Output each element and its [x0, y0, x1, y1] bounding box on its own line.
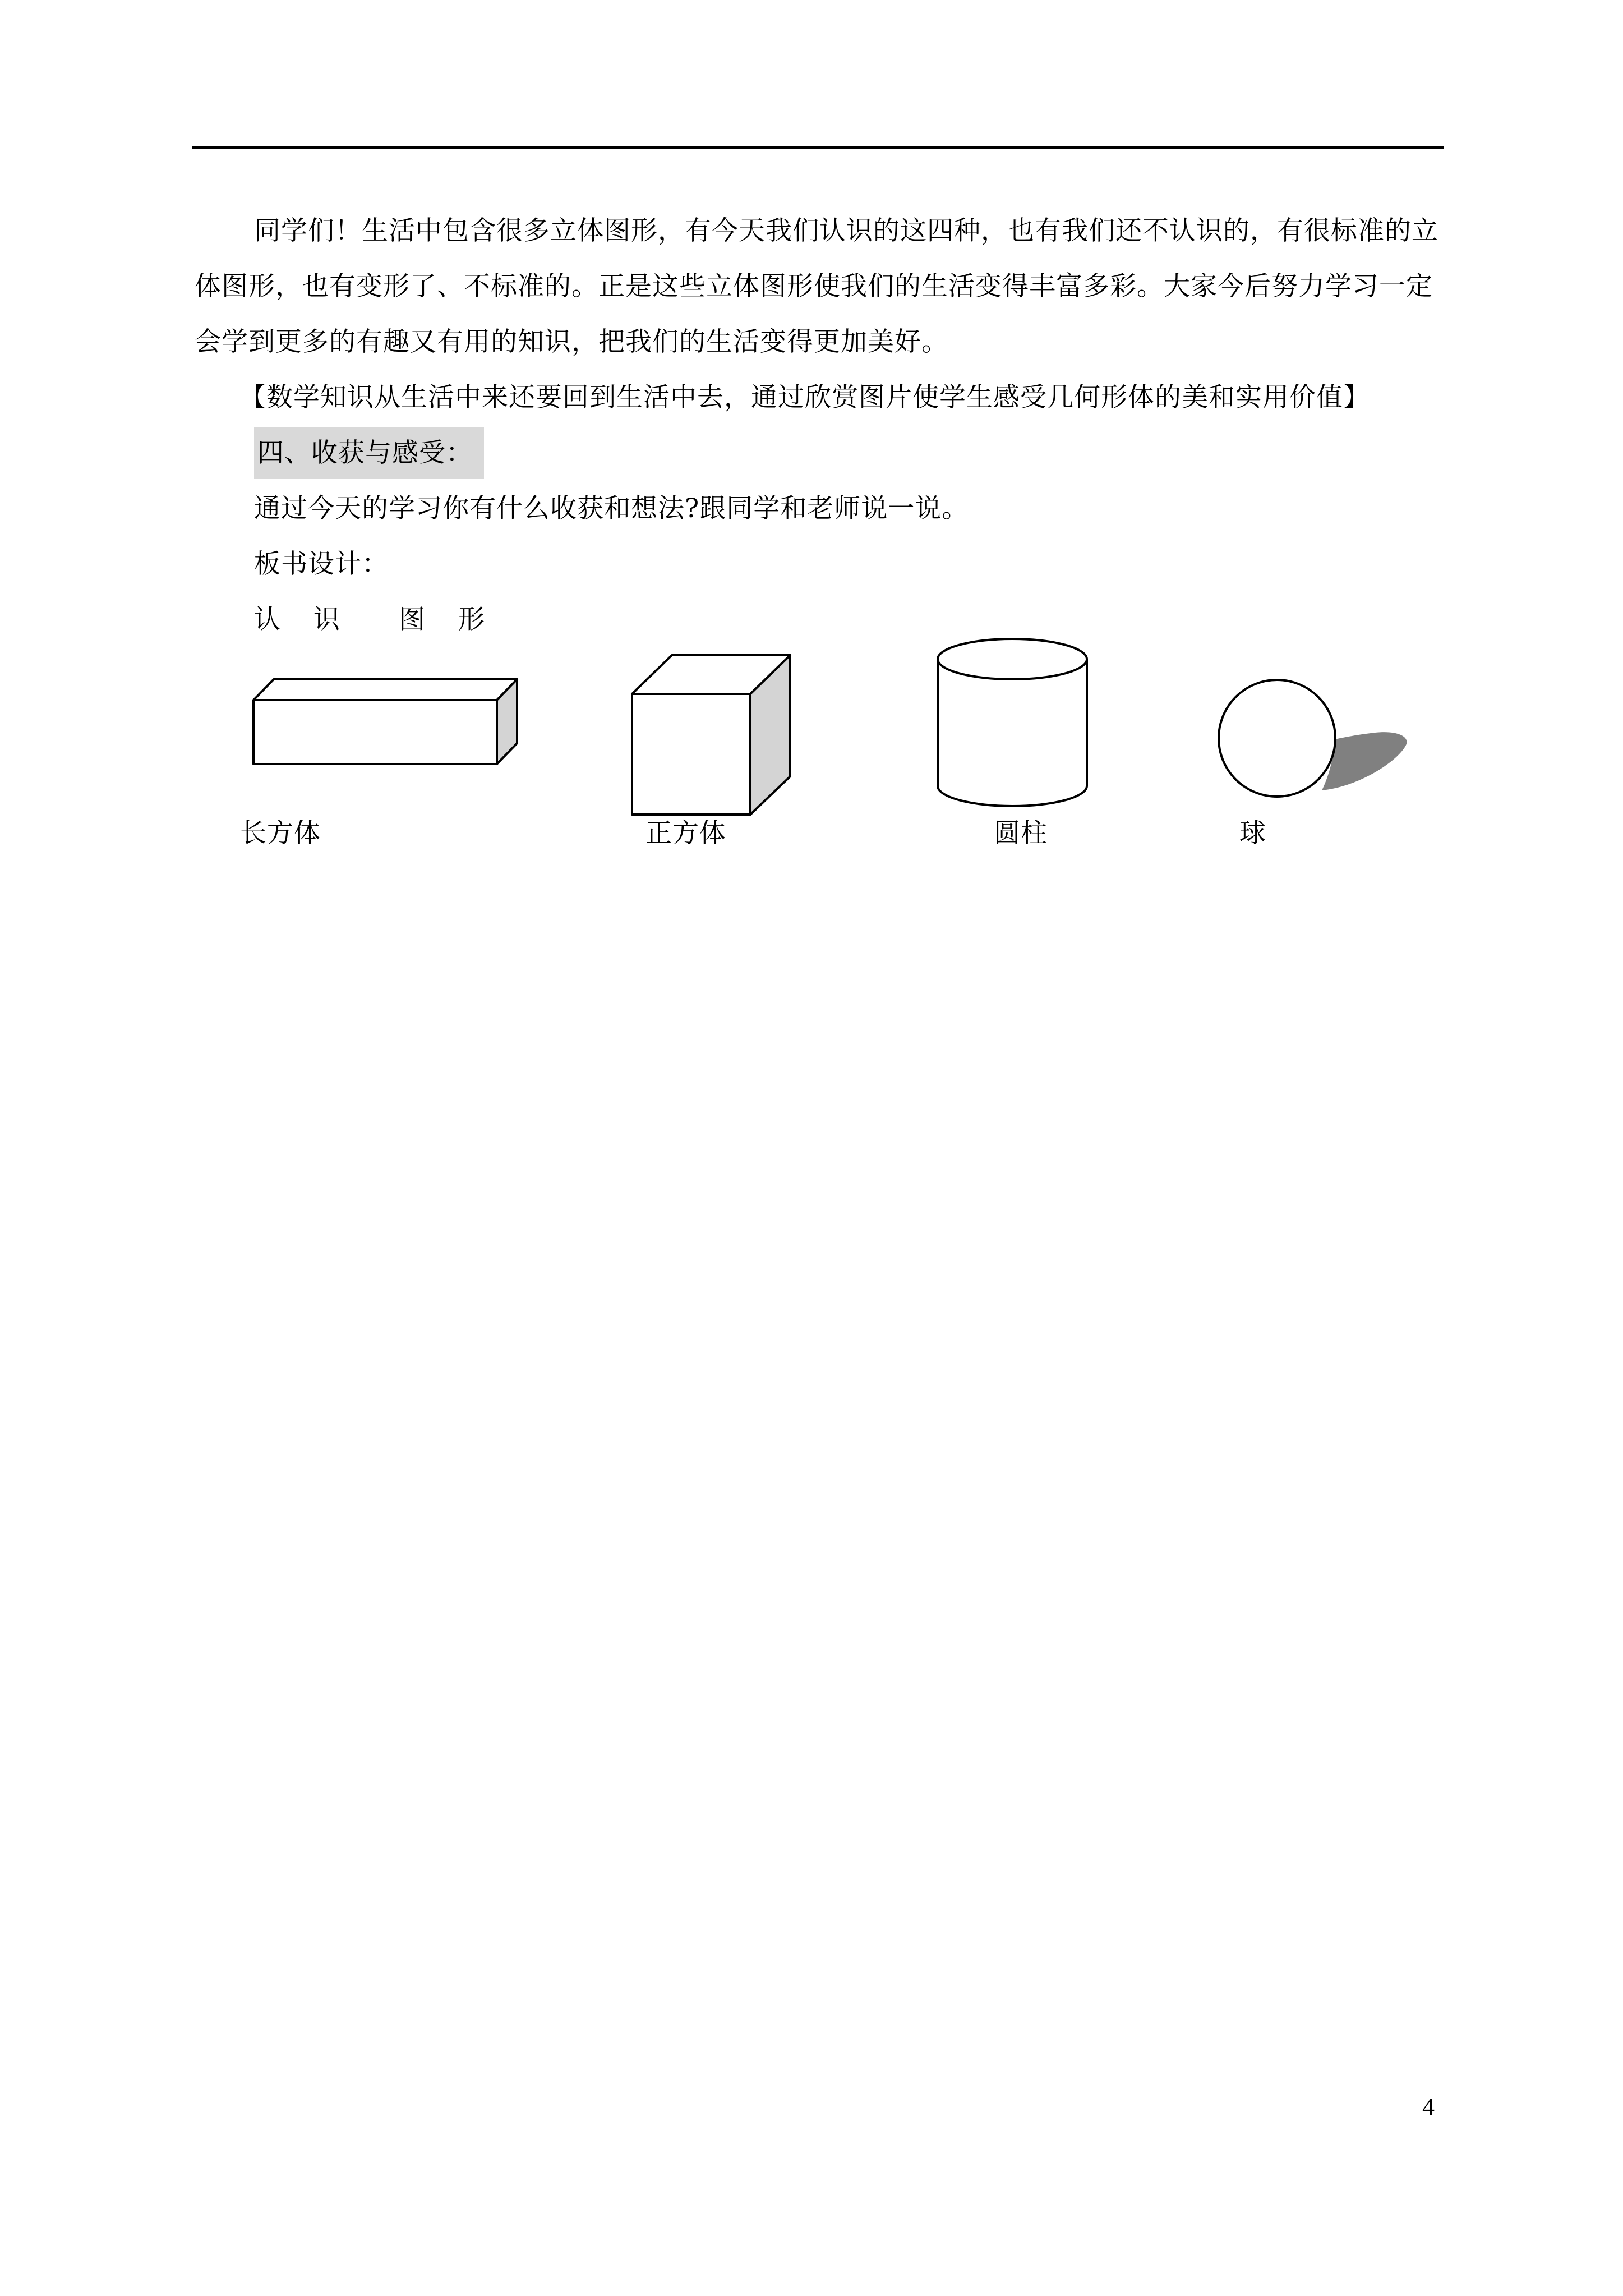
- cuboid-front-face: [253, 700, 497, 764]
- cube-front-face: [632, 694, 750, 815]
- sphere-body: [1219, 680, 1335, 797]
- board-design-label: 板书设计：: [254, 549, 389, 579]
- cuboid-label: 长方体: [240, 818, 321, 849]
- board-title-char-4: 形: [458, 604, 485, 635]
- board-title-char-1: 认: [254, 604, 281, 635]
- sphere-label: 球: [1239, 818, 1266, 849]
- closing-paragraph: 同学们！生活中包含很多立体图形，有今天我们认识的这四种，也有我们还不认识的，有很标准的立体图形，也有变形了、不标准的。正是这些立体图形使我们的生活变得丰富多彩。大家今后努力学习一定会学到更多的有趣又有用的知识，把我们的生活变得更加美好。: [195, 215, 1438, 357]
- page-number: 4: [1422, 2093, 1435, 2120]
- cylinder-shape: [938, 639, 1087, 806]
- board-title-char-3: 图: [399, 604, 426, 635]
- cylinder-label: 圆柱: [994, 818, 1048, 849]
- cuboid-shape: [253, 679, 517, 764]
- cuboid-top-face: [253, 679, 517, 700]
- sphere-shape: [1219, 680, 1407, 797]
- cylinder-top-face: [938, 639, 1087, 679]
- cylinder-body: [938, 659, 1087, 806]
- section-title: 四、收获与感受：: [254, 427, 484, 479]
- cube-label: 正方体: [645, 818, 726, 849]
- cube-shape: [632, 655, 790, 815]
- board-title-char-2: 识: [313, 604, 340, 635]
- teaching-note: 【数学知识从生活中来还要回到生活中去，通过欣赏图片使学生感受几何形体的美和实用价值】: [239, 382, 1370, 413]
- reflection-question: 通过今天的学习你有什么收获和想法?跟同学和老师说一说。: [254, 493, 969, 524]
